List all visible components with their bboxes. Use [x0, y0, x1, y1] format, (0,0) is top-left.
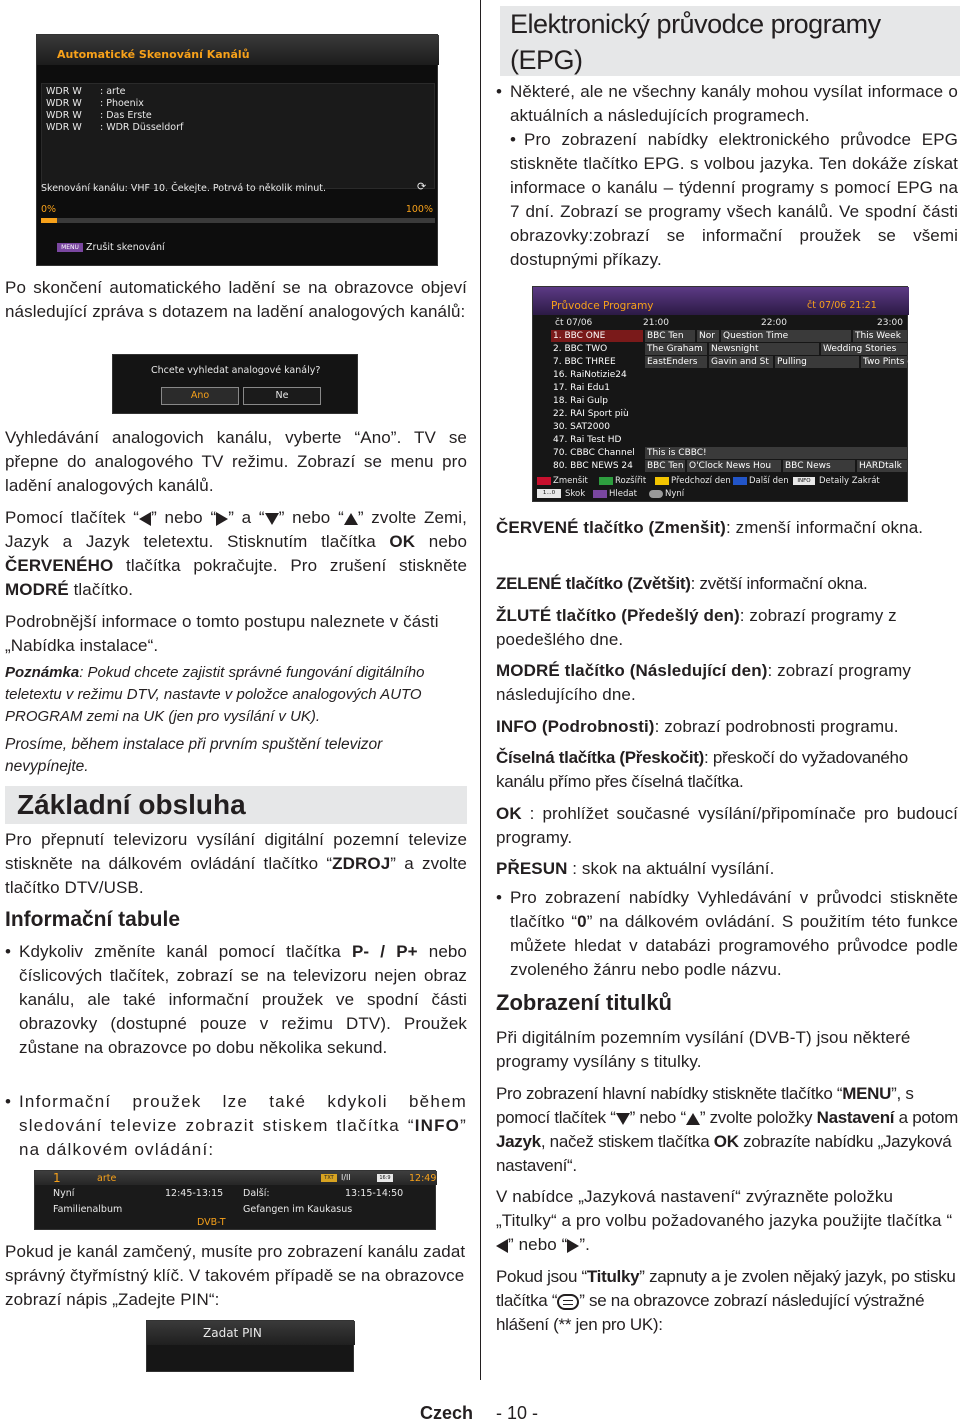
- legend-zmensit[interactable]: Zmenšit: [553, 476, 588, 486]
- epg-heading: Elektronický průvodce programy (EPG): [510, 9, 881, 75]
- txt-badge: TXT: [321, 1174, 337, 1182]
- subtitle-key-icon: [557, 1294, 579, 1310]
- epg-title: Průvodce Programy: [551, 300, 654, 312]
- info-bullet-1: Kdykoliv změníte kanál pomocí tlačítka P- / P+ nebo číslicových tlačítek, zobrazí se na televizoru nejen obraz kanálu, ale také informační proužek ve spodní části obrazovky (dostupné pouze v režimu DTV). Proužek zůstane na obrazovce po dobu několika sekund.: [19, 942, 467, 1057]
- epg-channel[interactable]: 2. BBC TWO: [553, 344, 608, 354]
- info-heading: Informační tabule: [5, 908, 181, 931]
- up-arrow-icon: [686, 1113, 700, 1125]
- list-item: WDR W: [46, 110, 82, 121]
- epg-screen: [532, 286, 916, 502]
- key-yellow-desc: ŽLUTÉ tlačítko (Předešlý den): zobrazí programy z poedešlého dne.: [496, 606, 897, 649]
- subtitles-paragraph-3: V nabídce „Jazyková nastavení“ zvýrazněte položku „Titulky“ a pro volbu požadovaného jazyka použijte tlačítka “” nebo “ ”.: [496, 1187, 953, 1254]
- bullet-epg-1: •: [496, 82, 503, 101]
- right-arrow-icon: [216, 512, 228, 526]
- blue-key-icon: [733, 477, 747, 485]
- legend-prev-day[interactable]: Předchozí den: [671, 476, 731, 486]
- dialog-question: Chcete vyhledat analogové kanály?: [151, 365, 321, 376]
- epg-programme[interactable]: Nor: [697, 330, 719, 342]
- info-bullet-2: Informační proužek lze také kdykoli během sledování televize zobrazit stiskem tlačítka “INFO” na dálkovém ovládání:: [19, 1092, 467, 1159]
- epg-channel[interactable]: 22. RAI Sport più: [553, 409, 629, 419]
- epg-channel[interactable]: 7. BBC THREE: [553, 357, 616, 367]
- more-info-paragraph: Podrobnější informace o tomto postupu naleznete v části „Nabídka instalace“.: [5, 612, 439, 655]
- green-key-icon: [599, 477, 613, 485]
- search-key-icon: [593, 490, 607, 498]
- epg-channel[interactable]: 30. SAT2000: [553, 422, 610, 432]
- subtitles-paragraph-1: Při digitálním pozemním vysílání (DVB-T) jsou některé programy vysílány s titulky.: [496, 1028, 911, 1071]
- epg-time-3: 23:00: [877, 318, 903, 328]
- epg-programme[interactable]: The Graham: [645, 343, 707, 355]
- pin-screen: [146, 1320, 354, 1372]
- left-arrow-icon: [139, 512, 151, 526]
- epg-time-1: 21:00: [643, 318, 669, 328]
- bullet-epg-2: •: [510, 130, 517, 149]
- red-key-icon: [537, 477, 551, 485]
- list-item: WDR W: [46, 86, 82, 97]
- now-label: Nyní: [53, 1188, 75, 1199]
- info-key-badge: INFO: [793, 477, 815, 485]
- column-divider: [480, 0, 481, 1380]
- footer-page: - 10 -: [496, 1403, 539, 1423]
- no-label: Ne: [275, 390, 289, 401]
- progress-start: 0%: [41, 204, 57, 215]
- epg-channel[interactable]: 1. BBC ONE: [551, 330, 643, 342]
- progress-end: 100%: [405, 204, 433, 215]
- analog-search-paragraph: Vyhledávání analogovich kanálu, vyberte “Ano”. TV se přepne do analogového TV režimu. Zobrazí se menu pro ladění analogových kanálů.: [5, 428, 467, 495]
- epg-channel[interactable]: 80. BBC NEWS 24: [553, 461, 633, 471]
- progress-bar: [41, 218, 435, 223]
- autoscan-status: Skenování kanálu: VHF 10. Čekejte. Potrvá to několik minut.: [41, 183, 327, 194]
- info-bar: [34, 1170, 436, 1230]
- no-button[interactable]: [243, 387, 321, 405]
- refresh-icon: ⟳: [417, 180, 427, 193]
- subtitles-paragraph-2: Pro zobrazení hlavní nabídky stiskněte tlačítko “MENU”, s pomocí tlačítek “ ” nebo “ ” zvolte položky Nastavení a potom Jazyk, načež stiskem tlačítka OK zobrazíte nabídku „Jazyková nastavení“.: [496, 1084, 958, 1175]
- audio-badge: I/II: [341, 1173, 351, 1182]
- key-ok-desc: OK : prohlížet současné vysílání/připomínače pro budoucí programy.: [496, 804, 958, 847]
- skip-key-badge: 1...0: [537, 489, 561, 498]
- key-blue-desc: MODRÉ tlačítko (Následující den): zobrazí programy následujícího dne.: [496, 661, 911, 704]
- note-paragraph: Poznámka: Pokud chcete zajistit správné fungování digitálního teletextu v režimu DTV, nastavte v položce analogových AUTO PROGRAM zemi na UK (jen pro vysílání v UK).: [5, 664, 425, 725]
- epg-channel[interactable]: 70. CBBC Channel: [553, 448, 635, 458]
- epg-programme[interactable]: Gavin and St: [709, 356, 773, 368]
- epg-programme[interactable]: Wedding Stories: [821, 343, 907, 355]
- aspect-badge: 16:9: [377, 1174, 393, 1182]
- yes-button[interactable]: [161, 387, 239, 405]
- epg-programme[interactable]: HARDtalk: [857, 460, 907, 472]
- epg-programme[interactable]: BBC Ten: [645, 330, 695, 342]
- list-item: WDR W: [46, 122, 82, 133]
- epg-programme[interactable]: This Week: [853, 330, 907, 342]
- now-programme: Familienalbum: [53, 1204, 123, 1215]
- intro-paragraph: Po skončení automatického ladění se na obrazovce objeví následující zpráva s dotazem na ladění analogových kanálů:: [5, 278, 467, 321]
- pin-title: Zadat PIN: [203, 1326, 262, 1340]
- epg-channel[interactable]: 47. Rai Test HD: [553, 435, 622, 445]
- next-label: Další:: [243, 1188, 270, 1199]
- epg-grid: [551, 330, 916, 474]
- epg-channel[interactable]: 16. RaiNotizie24: [553, 370, 627, 380]
- cancel-scan-button[interactable]: Zrušit skenování: [86, 242, 165, 253]
- epg-time-2: 22:00: [761, 318, 787, 328]
- now-key-icon: [649, 490, 663, 498]
- subtitles-paragraph-4: Pokud jsou “Titulky” zapnuty a je zvolen nějaký jazyk, po stisku tlačítka “ ” se na obrazovce zobrazí následující výstražné hlášení (** jen pro UK):: [496, 1267, 956, 1334]
- key-number-desc: Číselná tlačítka (Přeskočit): přeskočí do vyžadovaného kanálu přímo přes číselná tlačítka.: [496, 748, 908, 791]
- down-arrow-icon: [265, 513, 279, 525]
- list-item: : arte: [100, 86, 126, 97]
- mode-label: DVB-T: [197, 1217, 226, 1228]
- epg-channel[interactable]: 18. Rai Gulp: [553, 396, 608, 406]
- left-arrow-icon: [496, 1239, 508, 1253]
- right-arrow-icon: [567, 1239, 579, 1253]
- channel-name: arte: [97, 1173, 117, 1184]
- legend-next-day[interactable]: Další den: [749, 476, 789, 486]
- epg-datetime: čt 07/06 21:21: [807, 300, 877, 311]
- epg-channel[interactable]: 17. Rai Edu1: [553, 383, 610, 393]
- basic-paragraph: Pro přepnutí televizoru vysílání digitální pozemní televize stiskněte na dálkovém ovládání tlačítko “ZDROJ” a zvolte tlačítko DTV/USB.: [5, 830, 467, 897]
- key-move-desc: PŘESUN : skok na aktuální vysílání.: [496, 859, 775, 878]
- autoscan-title: Automatické Skenování Kanálů: [57, 48, 250, 61]
- epg-programme[interactable]: Two Pints of: [863, 357, 916, 367]
- epg-programme[interactable]: Pulling: [775, 356, 859, 368]
- next-time: 13:15-14:50: [345, 1188, 404, 1199]
- analog-dialog: [112, 354, 358, 414]
- progress-fill: [41, 218, 57, 223]
- clock: 12:49: [409, 1173, 437, 1184]
- bullet-2: •: [5, 1092, 12, 1111]
- epg-bullet-1: Některé, ale ne všechny kanály mohou vysílat informace o aktuálních a následujících programech.: [510, 82, 958, 125]
- up-arrow-icon: [344, 513, 358, 525]
- list-item: : Phoenix: [100, 98, 144, 109]
- now-time: 12:45-13:15: [165, 1188, 224, 1199]
- subtitles-heading: Zobrazení titulků: [496, 990, 672, 1015]
- bullet-1: •: [5, 942, 12, 961]
- navigation-paragraph: Pomocí tlačítek “ ” nebo “ ” a “ ” nebo “ ” zvolte Zemi, Jazyk a Jazyk teletextu. Stisknutím tlačítka OK nebo ČERVENÉHO tlačítka pokračujte. Pro zrušení stiskněte MODRÉ tlačítko.: [5, 508, 468, 599]
- epg-date: čt 07/06: [555, 318, 593, 328]
- epg-search-bullet: Pro zobrazení nabídky Vyhledávání v průvodci stiskněte tlačítko “0” na dálkovém ovládání. S použitím této funkce můžete hledat v databázi programového průvodce podle zvoleného žánru nebo podle názvu.: [510, 888, 958, 979]
- epg-programme[interactable]: BBC News: [783, 460, 855, 472]
- legend-skip[interactable]: Skok: [565, 489, 586, 499]
- menu-key-badge[interactable]: MENU: [57, 243, 83, 252]
- bullet-epg-3: •: [496, 888, 503, 907]
- key-green-desc: ZELENÉ tlačítko (Zvětšit): zvětší informační okna.: [496, 574, 868, 593]
- legend-rozsirit[interactable]: Rozšířit: [615, 476, 647, 486]
- legend-search[interactable]: Hledat: [609, 489, 637, 499]
- epg-programme[interactable]: Question Time: [721, 330, 851, 342]
- key-info-desc: INFO (Podrobnosti): zobrazí podrobnosti programu.: [496, 717, 899, 736]
- epg-programme[interactable]: EastEnders: [645, 356, 707, 368]
- epg-programme[interactable]: Newsnight: [709, 343, 819, 355]
- list-item: : Das Erste: [100, 110, 152, 121]
- autoscan-screen: [36, 34, 438, 266]
- epg-programme[interactable]: O'Clock News Hou: [687, 460, 781, 472]
- epg-legend: [537, 475, 905, 501]
- legend-now[interactable]: Nyní: [665, 489, 685, 499]
- yes-label: Ano: [190, 390, 210, 401]
- channel-number: 1: [53, 1171, 61, 1185]
- list-item: WDR W: [46, 98, 82, 109]
- basic-heading: Základní obsluha: [17, 789, 246, 820]
- footer-language: Czech: [420, 1403, 474, 1423]
- list-item: : WDR Düsseldorf: [100, 122, 184, 133]
- down-arrow-icon: [616, 1113, 630, 1125]
- please-paragraph: Prosíme, během instalace při prvním spuštění televizor nevypínejte.: [5, 736, 383, 775]
- epg-bullet-2: Pro zobrazení nabídky elektronického průvodce EPG stiskněte tlačítko EPG. s volbou jazyka. Ten dokáže získat informace o kanálu – týdenní programy s pomocí EPG na 7 dní. Zobrazí se programy všech kanálů. Ve spodní části obrazovky:zobrazí se informační proužek se všemi dostupnými příkazy.: [510, 130, 958, 269]
- autoscan-list: [41, 83, 435, 189]
- epg-programme[interactable]: This is CBBC!: [645, 447, 907, 459]
- epg-programme[interactable]: BBC Ten: [647, 461, 684, 471]
- key-red-desc: ČERVENÉ tlačítko (Zmenšit): zmenší informační okna.: [496, 518, 924, 537]
- yellow-key-icon: [655, 477, 669, 485]
- legend-details[interactable]: Detaily Zakrát: [819, 476, 880, 486]
- pin-paragraph: Pokud je kanál zamčený, musíte pro zobrazení kanálu zadat správný čtyřmístný klíč. V takovém případě se na obrazovce zobrazí nápis „Zadejte PIN“:: [5, 1242, 466, 1309]
- next-programme: Gefangen im Kaukasus: [243, 1204, 353, 1215]
